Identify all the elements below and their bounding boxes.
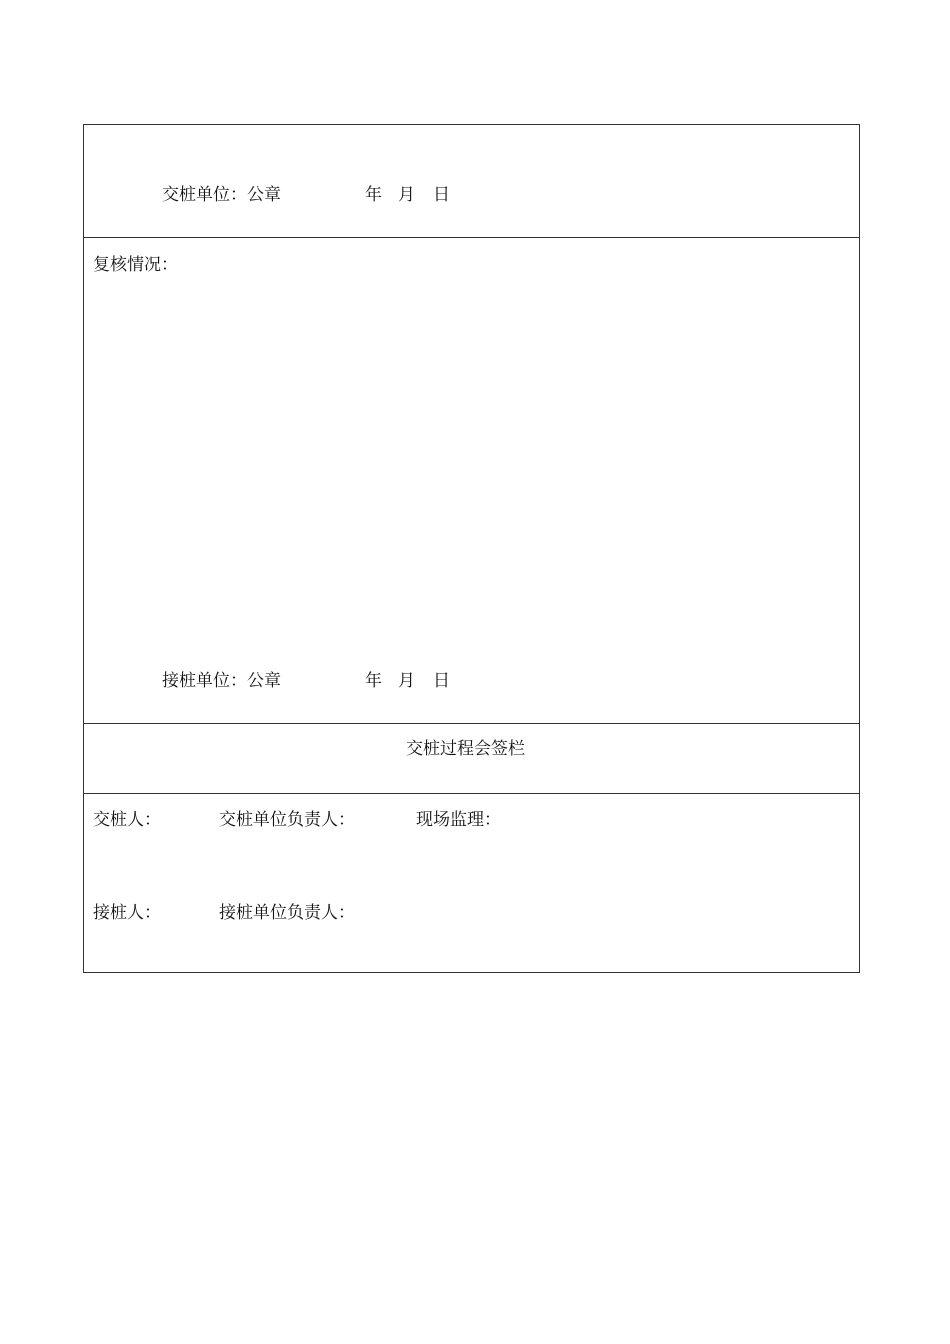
handover-year-label: 年	[365, 185, 382, 205]
handover-unit-section	[84, 125, 859, 238]
site-supervisor-label: 现场监理：	[416, 810, 501, 830]
handover-unit-seal-label: 交桩单位：公章	[162, 185, 281, 205]
handover-unit-leader-label: 交桩单位负责人：	[219, 810, 355, 830]
signoff-section	[84, 794, 859, 972]
review-year-label: 年	[365, 671, 382, 691]
receiver-unit-seal-label: 接桩单位：公章	[162, 671, 281, 691]
receiver-unit-leader-label: 接桩单位负责人：	[219, 903, 355, 923]
handover-day-label: 日	[433, 185, 450, 205]
signoff-header-title: 交桩过程会签栏	[406, 739, 525, 759]
review-section	[84, 238, 859, 724]
handover-person-label: 交桩人：	[93, 810, 161, 830]
review-month-label: 月	[398, 671, 415, 691]
receiver-person-label: 接桩人：	[93, 903, 161, 923]
handover-month-label: 月	[398, 185, 415, 205]
review-status-label: 复核情况：	[93, 255, 178, 275]
review-day-label: 日	[433, 671, 450, 691]
signoff-header-section	[84, 724, 859, 794]
pile-handover-form	[83, 124, 860, 973]
